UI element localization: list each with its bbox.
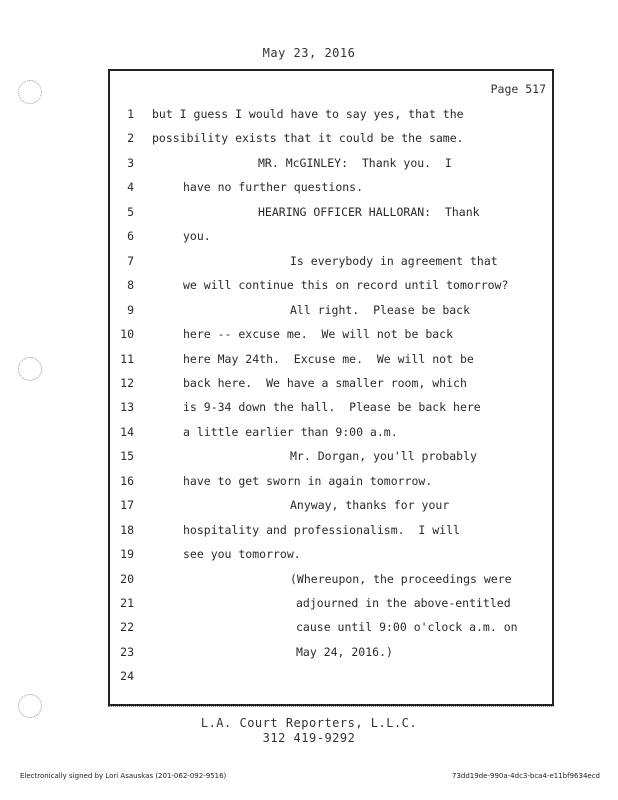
line-number: 19 — [120, 547, 134, 562]
line-text: MR. McGINLEY: Thank you. I — [258, 155, 452, 170]
line-text: Is everybody in agreement that — [290, 253, 498, 268]
transcript-line — [0, 547, 618, 567]
line-number: 5 — [127, 204, 134, 219]
line-text: a little earlier than 9:00 a.m. — [183, 424, 398, 439]
footer-phone: 312 419-9292 — [262, 731, 356, 745]
transcript-line — [0, 645, 618, 665]
line-number: 21 — [120, 596, 134, 610]
line-number: 3 — [127, 155, 134, 170]
line-text: Anyway, thanks for your — [290, 498, 450, 513]
line-number: 8 — [127, 278, 134, 293]
line-text: possibility exists that it could be the same. — [152, 131, 464, 146]
footer-reporter: L.A. Court Reporters, L.L.C. — [200, 716, 418, 730]
line-number: 17 — [120, 498, 134, 513]
transcript-line — [0, 254, 618, 274]
transcript-line — [0, 572, 618, 592]
transcript-line — [0, 180, 618, 200]
signature-left: Electronically signed by Lori Asauskas (201-062-092-9516) — [20, 772, 227, 780]
line-text: here -- excuse me. We will not be back — [183, 327, 454, 342]
transcript-line — [0, 278, 618, 298]
line-number: 4 — [127, 180, 134, 195]
line-text: you. — [183, 229, 211, 244]
transcript-line — [0, 131, 618, 151]
line-number: 11 — [120, 351, 134, 366]
line-number: 18 — [120, 522, 134, 537]
line-text: adjourned in the above-entitled — [296, 596, 511, 610]
transcript-line — [0, 449, 618, 469]
line-text: have to get sworn in again tomorrow. — [183, 473, 433, 488]
transcript-line — [0, 474, 618, 494]
line-text: we will continue this on record until tomorrow? — [183, 278, 509, 293]
line-number: 7 — [127, 253, 134, 268]
transcript-line — [0, 352, 618, 372]
transcript-line — [0, 205, 618, 225]
line-text: have no further questions. — [183, 180, 364, 195]
transcript-line — [0, 400, 618, 420]
line-text: here May 24th. Excuse me. We will not be — [183, 351, 474, 366]
transcript-line — [0, 620, 618, 640]
line-text: is 9-34 down the hall. Please be back here — [183, 400, 481, 415]
line-text: see you tomorrow. — [183, 547, 301, 562]
line-number: 2 — [127, 131, 134, 146]
transcript-line — [0, 596, 618, 616]
transcript-line — [0, 327, 618, 347]
line-text: back here. We have a smaller room, which — [183, 375, 467, 390]
signature-right: 73dd19de-990a-4dc3-bca4-e11bf9634ecd — [452, 772, 600, 780]
line-text: May 24, 2016.) — [296, 644, 393, 659]
line-number: 24 — [120, 669, 134, 684]
line-number: 14 — [120, 424, 134, 439]
transcript-line — [0, 156, 618, 176]
line-number: 23 — [120, 644, 134, 659]
line-number: 10 — [120, 327, 134, 342]
line-number: 1 — [127, 107, 134, 121]
line-number: 9 — [127, 302, 134, 317]
transcript-line — [0, 107, 618, 127]
transcript-line — [0, 669, 618, 689]
line-number: 20 — [120, 571, 134, 586]
line-text: (Whereupon, the proceedings were — [290, 571, 512, 586]
transcript-line — [0, 229, 618, 249]
frame-bottom-edge — [108, 706, 554, 713]
transcript-line — [0, 498, 618, 518]
line-text: All right. Please be back — [290, 302, 471, 317]
punch-hole-top — [18, 80, 42, 104]
line-number: 6 — [127, 229, 134, 244]
line-number: 13 — [120, 400, 134, 415]
punch-hole-middle — [18, 357, 42, 381]
line-number: 15 — [120, 449, 134, 464]
page-number-label: Page 517 — [490, 82, 546, 96]
transcript-line — [0, 303, 618, 323]
transcript-line — [0, 523, 618, 543]
line-text: Mr. Dorgan, you'll probably — [290, 449, 477, 464]
line-number: 12 — [120, 375, 134, 390]
line-text: HEARING OFFICER HALLORAN: Thank — [258, 204, 480, 219]
date-header: May 23, 2016 — [262, 46, 356, 60]
transcript-line — [0, 376, 618, 396]
line-text: hospitality and professionalism. I will — [183, 522, 460, 537]
transcript-line — [0, 425, 618, 445]
line-text: but I guess I would have to say yes, that the — [152, 107, 464, 121]
punch-hole-bottom — [18, 694, 42, 718]
line-text: cause until 9:00 o'clock a.m. on — [296, 620, 518, 635]
line-number: 22 — [120, 620, 134, 635]
line-number: 16 — [120, 473, 134, 488]
